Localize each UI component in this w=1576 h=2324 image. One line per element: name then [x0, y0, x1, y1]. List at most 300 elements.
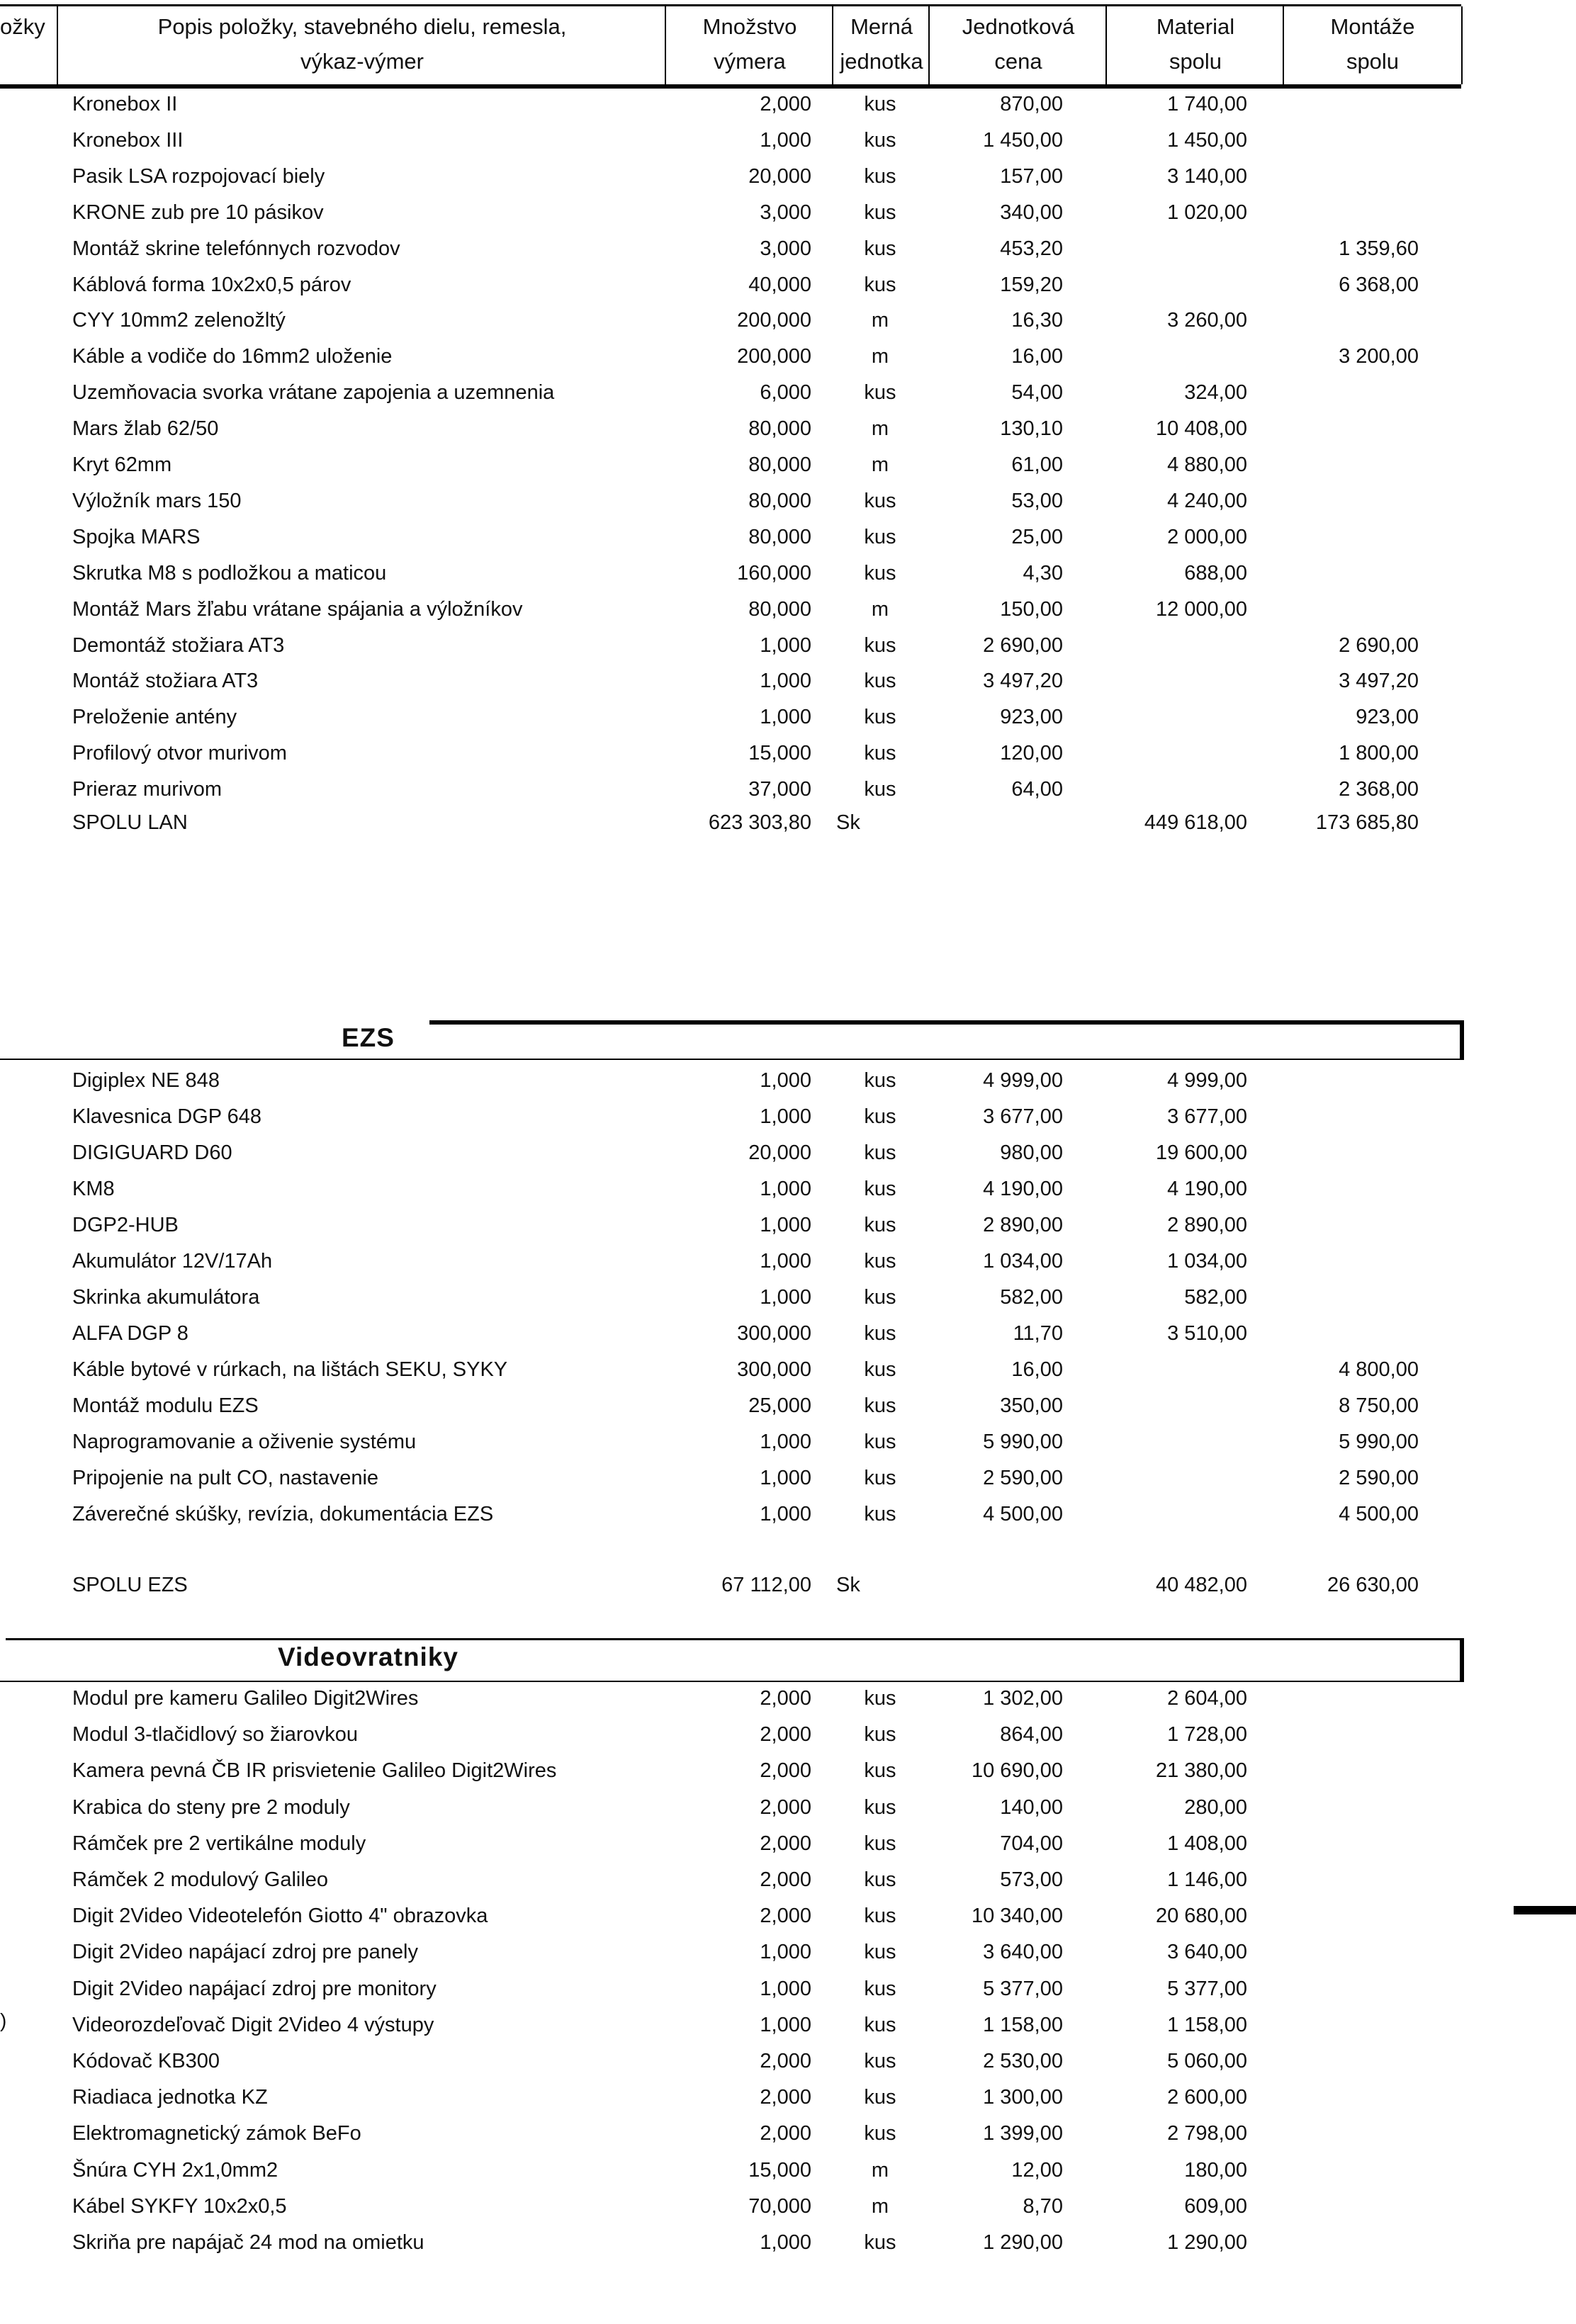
- row-unit: kus: [864, 1069, 896, 1092]
- video-right-rule: [1460, 1638, 1464, 1682]
- row-assembly-total: 923,00: [1356, 706, 1419, 729]
- total-row-assembly-total: 26 630,00: [1327, 1574, 1419, 1596]
- header-unit-price-line2: cena: [994, 49, 1042, 74]
- row-material-total: 3 510,00: [1167, 1322, 1247, 1345]
- row-description: Modul pre kameru Galileo Digit2Wires: [72, 1687, 419, 1710]
- row-unit: kus: [864, 2013, 896, 2036]
- table-row: [0, 195, 1461, 230]
- row-description: Skrinka akumulátora: [72, 1286, 260, 1309]
- header-quantity-line2: výmera: [714, 49, 786, 74]
- row-description: Mars žlab 62/50: [72, 417, 219, 441]
- row-material-total: 1 728,00: [1167, 1723, 1247, 1747]
- row-quantity: 2,000: [760, 2086, 811, 2109]
- row-quantity: 1,000: [760, 1941, 811, 1964]
- ezs-section-title: EZS: [342, 1023, 395, 1052]
- row-quantity: 2,000: [760, 1759, 811, 1783]
- row-material-total: 5 060,00: [1167, 2050, 1247, 2072]
- row-description: KRONE zub pre 10 pásikov: [72, 201, 324, 224]
- row-description: Modul 3-tlačidlový so žiarovkou: [72, 1723, 358, 1747]
- row-unit: kus: [864, 706, 896, 729]
- row-quantity: 1,000: [760, 1431, 811, 1453]
- row-unit-price: 2 690,00: [983, 633, 1063, 657]
- total-row-unit: Sk: [836, 1574, 860, 1596]
- table-row: [0, 159, 1461, 194]
- row-description: Montáž Mars žľabu vrátane spájania a výložníkov: [72, 597, 523, 621]
- row-unit: m: [871, 417, 889, 441]
- row-material-total: 3 677,00: [1167, 1105, 1247, 1128]
- row-material-total: 1 146,00: [1167, 1868, 1247, 1891]
- row-assembly-total: 1 359,60: [1339, 237, 1419, 260]
- row-unit: m: [871, 309, 889, 332]
- row-description: Kábel SYKFY 10x2x0,5: [72, 2194, 287, 2218]
- row-description: Digit 2Video Videotelefón Giotto 4" obrazovka: [72, 1905, 488, 1928]
- table-row: [0, 1681, 1461, 1716]
- header-description: [57, 6, 666, 84]
- row-quantity: 2,000: [760, 2122, 811, 2145]
- row-description: Montáž stožiara AT3: [72, 670, 259, 693]
- table-row: [0, 628, 1461, 663]
- row-quantity: 70,000: [748, 2194, 811, 2218]
- row-unit: kus: [864, 1905, 896, 1928]
- row-description: Klavesnica DGP 648: [72, 1105, 262, 1128]
- row-material-total: 19 600,00: [1155, 1141, 1247, 1164]
- row-unit: m: [871, 597, 889, 621]
- table-row: [0, 663, 1461, 699]
- row-quantity: 200,000: [737, 309, 811, 332]
- table-row: [0, 1934, 1461, 1970]
- row-unit: kus: [864, 1795, 896, 1819]
- row-unit: kus: [864, 778, 896, 801]
- row-unit-price: 53,00: [1011, 489, 1063, 512]
- table-row: [0, 2189, 1461, 2224]
- table-row: [0, 1790, 1461, 1825]
- row-assembly-total: 2 690,00: [1339, 633, 1419, 657]
- row-quantity: 300,000: [737, 1358, 811, 1381]
- video-top-rule: [6, 1638, 1464, 1640]
- row-unit-price: 2 890,00: [983, 1214, 1063, 1236]
- row-unit: kus: [864, 1687, 896, 1710]
- row-description: Spojka MARS: [72, 525, 201, 548]
- row-unit: kus: [864, 1431, 896, 1453]
- table-row: [0, 339, 1461, 374]
- row-unit-price: 2 530,00: [983, 2050, 1063, 2072]
- row-unit-price: 980,00: [1000, 1141, 1063, 1164]
- row-unit: kus: [864, 1286, 896, 1309]
- total-row: [0, 805, 1461, 840]
- table-row: [0, 411, 1461, 446]
- row-unit-price: 8,70: [1023, 2194, 1063, 2218]
- row-quantity: 1,000: [760, 1286, 811, 1309]
- row-unit: kus: [864, 381, 896, 405]
- row-quantity: 37,000: [748, 778, 811, 801]
- table-row: [0, 1316, 1461, 1351]
- row-unit-price: 4 999,00: [983, 1069, 1063, 1092]
- row-material-total: 2 600,00: [1167, 2086, 1247, 2109]
- row-unit-price: 582,00: [1000, 1286, 1063, 1309]
- row-unit-price: 159,20: [1000, 273, 1063, 296]
- table-row: [0, 2116, 1461, 2151]
- row-unit-price: 150,00: [1000, 597, 1063, 621]
- row-unit: kus: [864, 1214, 896, 1236]
- row-unit: kus: [864, 2122, 896, 2145]
- row-material-total: 10 408,00: [1155, 417, 1247, 441]
- table-row: [0, 772, 1461, 807]
- row-quantity: 80,000: [748, 453, 811, 476]
- row-quantity: 1,000: [760, 2013, 811, 2036]
- row-unit-price: 3 640,00: [983, 1941, 1063, 1964]
- row-unit: kus: [864, 1467, 896, 1489]
- row-description: Kryt 62mm: [72, 453, 172, 476]
- row-unit: kus: [864, 1358, 896, 1381]
- row-unit-price: 140,00: [1000, 1795, 1063, 1819]
- ezs-under-rule: [0, 1059, 1461, 1060]
- total-row-unit: Sk: [836, 811, 860, 834]
- row-unit-price: 3 497,20: [983, 670, 1063, 693]
- row-assembly-total: 2 368,00: [1339, 778, 1419, 801]
- row-unit-price: 1 450,00: [983, 128, 1063, 152]
- row-unit: m: [871, 345, 889, 368]
- row-quantity: 1,000: [760, 1250, 811, 1273]
- row-description: Káble a vodiče do 16mm2 uloženie: [72, 345, 393, 368]
- table-row: [0, 1898, 1461, 1934]
- row-quantity: 1,000: [760, 128, 811, 152]
- row-material-total: 4 190,00: [1167, 1178, 1247, 1200]
- row-unit-price: 130,10: [1000, 417, 1063, 441]
- row-quantity: 20,000: [748, 164, 811, 188]
- row-description: Pasik LSA rozpojovací biely: [72, 164, 325, 188]
- row-unit-price: 870,00: [1000, 93, 1063, 115]
- row-unit: m: [871, 2158, 889, 2182]
- row-unit: kus: [864, 1868, 896, 1891]
- row-description: Kamera pevná ČB IR prisvietenie Galileo Digit2Wires: [72, 1759, 557, 1783]
- row-unit: kus: [864, 1141, 896, 1164]
- row-unit: kus: [864, 201, 896, 224]
- row-quantity: 2,000: [760, 93, 811, 115]
- table-row: [0, 2080, 1461, 2115]
- row-quantity: 1,000: [760, 633, 811, 657]
- ezs-right-rule: [1460, 1020, 1464, 1060]
- row-quantity: 40,000: [748, 273, 811, 296]
- table-row: [0, 1207, 1461, 1243]
- row-material-total: 2 890,00: [1167, 1214, 1247, 1236]
- row-quantity: 3,000: [760, 201, 811, 224]
- table-row: [0, 519, 1461, 555]
- row-description: Skriňa pre napájač 24 mod na omietku: [72, 2231, 424, 2254]
- row-unit-price: 120,00: [1000, 742, 1063, 765]
- row-unit: kus: [864, 237, 896, 260]
- row-unit: kus: [864, 633, 896, 657]
- row-unit-price: 16,00: [1011, 345, 1063, 368]
- row-unit-price: 5 377,00: [983, 1977, 1063, 2000]
- row-description: Digit 2Video napájací zdroj pre monitory: [72, 1977, 437, 2000]
- row-description: Preloženie antény: [72, 706, 237, 729]
- row-unit-price: 2 590,00: [983, 1467, 1063, 1489]
- row-quantity: 300,000: [737, 1322, 811, 1345]
- row-unit: kus: [864, 2050, 896, 2072]
- row-unit-price: 11,70: [1013, 1322, 1063, 1345]
- row-quantity: 2,000: [760, 1905, 811, 1928]
- header-unit: [832, 6, 930, 84]
- row-unit-price: 350,00: [1000, 1394, 1063, 1417]
- row-description: Skrutka M8 s podložkou a maticou: [72, 561, 387, 585]
- table-row: [0, 1496, 1461, 1532]
- row-unit-price: 10 690,00: [971, 1759, 1063, 1783]
- row-unit-price: 61,00: [1011, 453, 1063, 476]
- row-material-total: 4 240,00: [1167, 489, 1247, 512]
- row-description: Elektromagnetický zámok BeFo: [72, 2122, 361, 2145]
- row-material-total: 3 640,00: [1167, 1941, 1247, 1964]
- row-unit-price: 453,20: [1000, 237, 1063, 260]
- row-material-total: 1 034,00: [1167, 1250, 1247, 1273]
- row-unit-price: 1 302,00: [983, 1687, 1063, 1710]
- table-row: [0, 483, 1461, 519]
- row-description: Káblová forma 10x2x0,5 párov: [72, 273, 351, 296]
- row-unit-price: 4,30: [1023, 561, 1063, 585]
- row-material-total: 324,00: [1184, 381, 1247, 405]
- row-material-total: 1 020,00: [1167, 201, 1247, 224]
- row-assembly-total: 3 200,00: [1339, 345, 1419, 368]
- table-row: [0, 735, 1461, 771]
- row-quantity: 160,000: [737, 561, 811, 585]
- row-material-total: 20 680,00: [1155, 1905, 1247, 1928]
- row-quantity: 1,000: [760, 1977, 811, 2000]
- row-material-total: 582,00: [1184, 1286, 1247, 1309]
- table-row: [0, 86, 1461, 122]
- row-unit: kus: [864, 1832, 896, 1855]
- header-unit-price-line1: Jednotková: [962, 14, 1075, 39]
- row-description: Kronebox III: [72, 128, 184, 152]
- table-row: [0, 1099, 1461, 1134]
- row-unit-price: 573,00: [1000, 1868, 1063, 1891]
- row-description: Digit 2Video napájací zdroj pre panely: [72, 1941, 418, 1964]
- row-unit: kus: [864, 1322, 896, 1345]
- row-quantity: 2,000: [760, 1795, 811, 1819]
- row-unit-price: 12,00: [1011, 2158, 1063, 2182]
- row-quantity: 2,000: [760, 1868, 811, 1891]
- row-quantity: 3,000: [760, 237, 811, 260]
- row-assembly-total: 2 590,00: [1339, 1467, 1419, 1489]
- row-description: CYY 10mm2 zelenožltý: [72, 309, 286, 332]
- table-row: [0, 1280, 1461, 1315]
- header-unit-line2: jednotka: [840, 49, 923, 74]
- row-description: Videorozdeľovač Digit 2Video 4 výstupy: [72, 2013, 434, 2036]
- row-material-total: 1 408,00: [1167, 1832, 1247, 1855]
- row-description: DGP2-HUB: [72, 1214, 179, 1236]
- table-row: [0, 1171, 1461, 1207]
- row-unit: m: [871, 453, 889, 476]
- row-quantity: 1,000: [760, 2231, 811, 2254]
- row-description: Šnúra CYH 2x1,0mm2: [72, 2158, 278, 2182]
- row-assembly-total: 6 368,00: [1339, 273, 1419, 296]
- row-unit: kus: [864, 273, 896, 296]
- header-description-line2: výkaz-výmer: [300, 49, 424, 74]
- row-unit-price: 1 300,00: [983, 2086, 1063, 2109]
- row-unit: kus: [864, 1503, 896, 1525]
- row-unit: kus: [864, 525, 896, 548]
- row-description: KM8: [72, 1178, 115, 1200]
- table-row: [0, 1753, 1461, 1788]
- table-header: [0, 4, 1461, 89]
- row-material-total: 688,00: [1184, 561, 1247, 585]
- header-material: [1105, 6, 1284, 84]
- table-row: [0, 1460, 1461, 1496]
- row-description: Riadiaca jednotka KZ: [72, 2086, 268, 2109]
- table-row: [0, 1971, 1461, 2007]
- table-row: [0, 375, 1461, 410]
- row-assembly-total: 4 500,00: [1339, 1503, 1419, 1525]
- row-unit-price: 4 500,00: [983, 1503, 1063, 1525]
- row-unit: kus: [864, 164, 896, 188]
- row-unit-price: 1 290,00: [983, 2231, 1063, 2254]
- table-row: [0, 1826, 1461, 1861]
- row-material-total: 21 380,00: [1155, 1759, 1247, 1783]
- row-unit-price: 923,00: [1000, 706, 1063, 729]
- row-quantity: 1,000: [760, 1467, 811, 1489]
- header-quantity: [665, 6, 833, 84]
- row-description: Pripojenie na pult CO, nastavenie: [72, 1467, 379, 1489]
- header-unit-line1: Merná: [850, 14, 913, 39]
- row-description: Digiplex NE 848: [72, 1069, 220, 1092]
- table-row: [0, 1862, 1461, 1897]
- total-row-quantity: 67 112,00: [721, 1574, 811, 1596]
- row-material-total: 2 000,00: [1167, 525, 1247, 548]
- table-row: [0, 555, 1461, 591]
- row-unit: kus: [864, 742, 896, 765]
- row-assembly-total: 8 750,00: [1339, 1394, 1419, 1417]
- row-unit-price: 25,00: [1011, 525, 1063, 548]
- row-unit: kus: [864, 1105, 896, 1128]
- total-row-material-total: 40 482,00: [1155, 1574, 1247, 1596]
- row-assembly-total: 4 800,00: [1339, 1358, 1419, 1381]
- row-unit-price: 864,00: [1000, 1723, 1063, 1747]
- row-description: Montáž modulu EZS: [72, 1394, 259, 1417]
- row-unit: kus: [864, 1759, 896, 1783]
- row-unit-price: 54,00: [1011, 381, 1063, 405]
- row-quantity: 200,000: [737, 345, 811, 368]
- row-unit-price: 16,00: [1011, 1358, 1063, 1381]
- row-material-total: 609,00: [1184, 2194, 1247, 2218]
- table-row: [0, 699, 1461, 735]
- row-quantity: 15,000: [748, 2158, 811, 2182]
- row-material-total: 1 740,00: [1167, 93, 1247, 115]
- row-unit-price: 340,00: [1000, 201, 1063, 224]
- row-unit: kus: [864, 1250, 896, 1273]
- total-row-quantity: 623 303,80: [708, 811, 811, 834]
- row-description: Uzemňovacia svorka vrátane zapojenia a uzemnenia: [72, 381, 555, 405]
- table-row: [0, 123, 1461, 158]
- row-description: Kódovač KB300: [72, 2050, 220, 2072]
- header-assembly-line2: spolu: [1346, 49, 1400, 74]
- row-quantity: 15,000: [748, 742, 811, 765]
- row-description: Akumulátor 12V/17Ah: [72, 1250, 273, 1273]
- row-assembly-total: 5 990,00: [1339, 1431, 1419, 1453]
- row-unit: m: [871, 2194, 889, 2218]
- row-quantity: 80,000: [748, 525, 811, 548]
- row-quantity: 2,000: [760, 2050, 811, 2072]
- table-row: [0, 1352, 1461, 1387]
- row-quantity: 1,000: [760, 670, 811, 693]
- row-material-total: 3 140,00: [1167, 164, 1247, 188]
- row-unit-price: 157,00: [1000, 164, 1063, 188]
- row-description: Rámček pre 2 vertikálne moduly: [72, 1832, 366, 1855]
- table-row: [0, 267, 1461, 303]
- row-material-total: 12 000,00: [1155, 597, 1247, 621]
- row-unit-price: 64,00: [1011, 778, 1063, 801]
- row-unit: kus: [864, 561, 896, 585]
- row-material-total: 1 290,00: [1167, 2231, 1247, 2254]
- row-unit-price: 4 190,00: [983, 1178, 1063, 1200]
- edge-dash: [1514, 1906, 1576, 1914]
- table-row: [0, 1243, 1461, 1279]
- row-description: Krabica do steny pre 2 moduly: [72, 1795, 350, 1819]
- table-row: [0, 231, 1461, 266]
- row-unit: kus: [864, 1394, 896, 1417]
- row-unit: kus: [864, 93, 896, 115]
- header-item-no-label: ožky: [0, 14, 45, 39]
- row-unit: kus: [864, 489, 896, 512]
- header-quantity-line1: Množstvo: [702, 14, 797, 39]
- row-quantity: 1,000: [760, 1503, 811, 1525]
- row-description: Profilový otvor murivom: [72, 742, 287, 765]
- total-row-description: SPOLU EZS: [72, 1574, 188, 1596]
- total-row: [0, 1567, 1461, 1603]
- row-unit: kus: [864, 1941, 896, 1964]
- row-description: Záverečné skúšky, revízia, dokumentácia EZS: [72, 1503, 494, 1525]
- table-row: [0, 303, 1461, 338]
- header-unit-price: [928, 6, 1107, 84]
- row-quantity: 6,000: [760, 381, 811, 405]
- row-description: Naprogramovanie a oživenie systému: [72, 1431, 417, 1453]
- row-quantity: 1,000: [760, 1069, 811, 1092]
- row-unit-price: 1 034,00: [983, 1250, 1063, 1273]
- row-material-total: 2 604,00: [1167, 1687, 1247, 1710]
- row-unit-price: 3 677,00: [983, 1105, 1063, 1128]
- table-row: [0, 2043, 1461, 2079]
- row-unit-price: 10 340,00: [971, 1905, 1063, 1928]
- row-unit-price: 5 990,00: [983, 1431, 1063, 1453]
- row-quantity: 2,000: [760, 1832, 811, 1855]
- row-quantity: 1,000: [760, 706, 811, 729]
- header-assembly-line1: Montáže: [1330, 14, 1415, 39]
- ezs-top-rule: [429, 1020, 1464, 1025]
- table-row: [0, 1388, 1461, 1423]
- row-material-total: 1 450,00: [1167, 128, 1247, 152]
- row-description: Výložník mars 150: [72, 489, 242, 512]
- row-unit: kus: [864, 1178, 896, 1200]
- row-quantity: 80,000: [748, 597, 811, 621]
- row-quantity: 1,000: [760, 1105, 811, 1128]
- row-description: Prieraz murivom: [72, 778, 223, 801]
- table-row: [0, 592, 1461, 627]
- row-unit: kus: [864, 670, 896, 693]
- table-row: [0, 2153, 1461, 2188]
- row-quantity: 80,000: [748, 417, 811, 441]
- row-material-total: 4 999,00: [1167, 1069, 1247, 1092]
- row-unit-price: 1 399,00: [983, 2122, 1063, 2145]
- row-material-total: 3 260,00: [1167, 309, 1247, 332]
- row-quantity: 2,000: [760, 1687, 811, 1710]
- table-row: [0, 1135, 1461, 1171]
- header-material-line2: spolu: [1169, 49, 1222, 74]
- row-unit-price: 16,30: [1011, 309, 1063, 332]
- row-unit: kus: [864, 2231, 896, 2254]
- row-description: Kronebox II: [72, 93, 178, 115]
- row-description: ALFA DGP 8: [72, 1322, 188, 1345]
- table-row: [0, 2007, 1461, 2043]
- row-assembly-total: 1 800,00: [1339, 742, 1419, 765]
- row-material-total: 2 798,00: [1167, 2122, 1247, 2145]
- row-material-total: 5 377,00: [1167, 1977, 1247, 2000]
